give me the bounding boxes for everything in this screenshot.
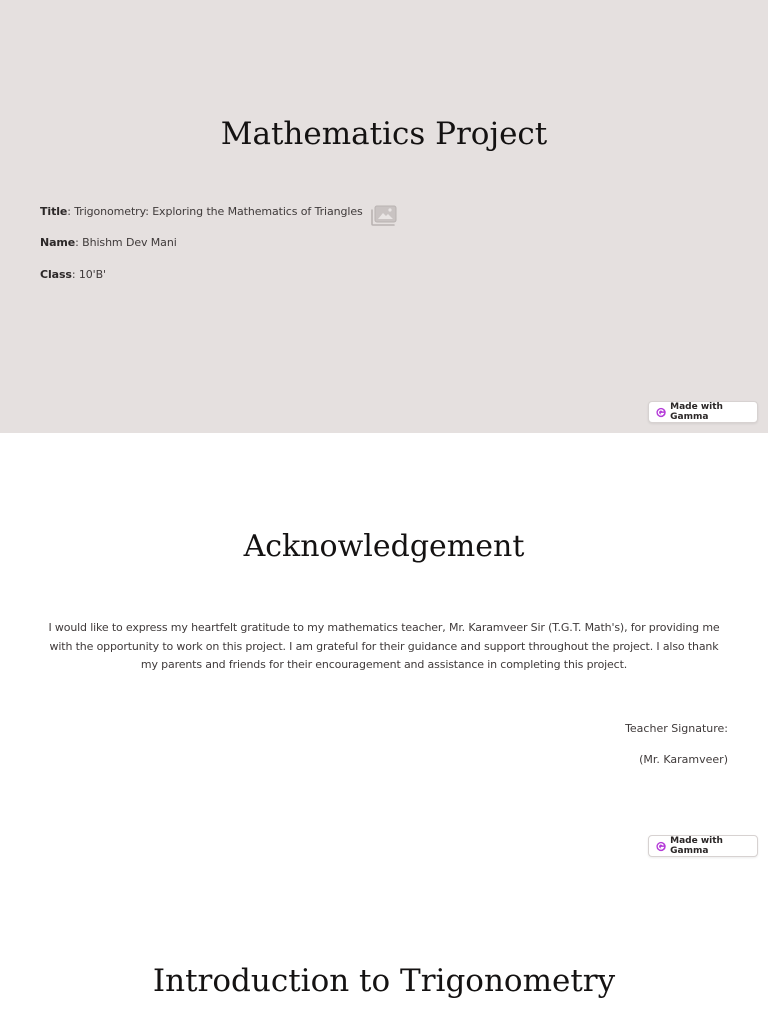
badge-label: Made with Gamma — [670, 402, 723, 422]
gamma-logo-icon — [656, 407, 666, 418]
slide-heading: Acknowledgement — [243, 529, 525, 564]
slide-heading: Mathematics Project — [220, 116, 548, 152]
field-value: : Bhishm Dev Mani — [75, 236, 177, 249]
badge-label: Made with Gamma — [670, 836, 723, 856]
slide-title-page — [0, 0, 768, 433]
class-line — [40, 268, 106, 281]
field-value: : Trigonometry: Exploring the Mathematics of Triangles — [67, 205, 363, 218]
signature-label: Teacher Signature: — [625, 722, 728, 735]
acknowledgement-text: I would like to express my heartfelt gratitude to my mathematics teacher, Mr. Karamveer Sir (T.G.T. Math's), for providing me with the opportunity to work on this project. I am grateful for their guidance and support throughout the project. I also thank my parents and friends for their encouragement and assistance in completing this project. — [48, 621, 720, 671]
student-name-line — [40, 236, 177, 249]
made-with-gamma-badge[interactable] — [648, 401, 758, 423]
field-label: Class — [40, 268, 72, 281]
field-label: Title — [40, 205, 68, 218]
gamma-logo-icon — [656, 841, 666, 852]
field-label: Name — [40, 236, 76, 249]
slide-heading: Introduction to Trigonometry — [152, 963, 616, 999]
signature-name: (Mr. Karamveer) — [639, 753, 728, 766]
field-value: : 10'B' — [71, 268, 106, 281]
project-title-line — [40, 205, 363, 218]
made-with-gamma-badge[interactable] — [648, 835, 758, 857]
slide-introduction — [0, 865, 768, 1024]
slide-acknowledgement — [0, 433, 768, 865]
image-placeholder-icon[interactable] — [370, 203, 398, 227]
